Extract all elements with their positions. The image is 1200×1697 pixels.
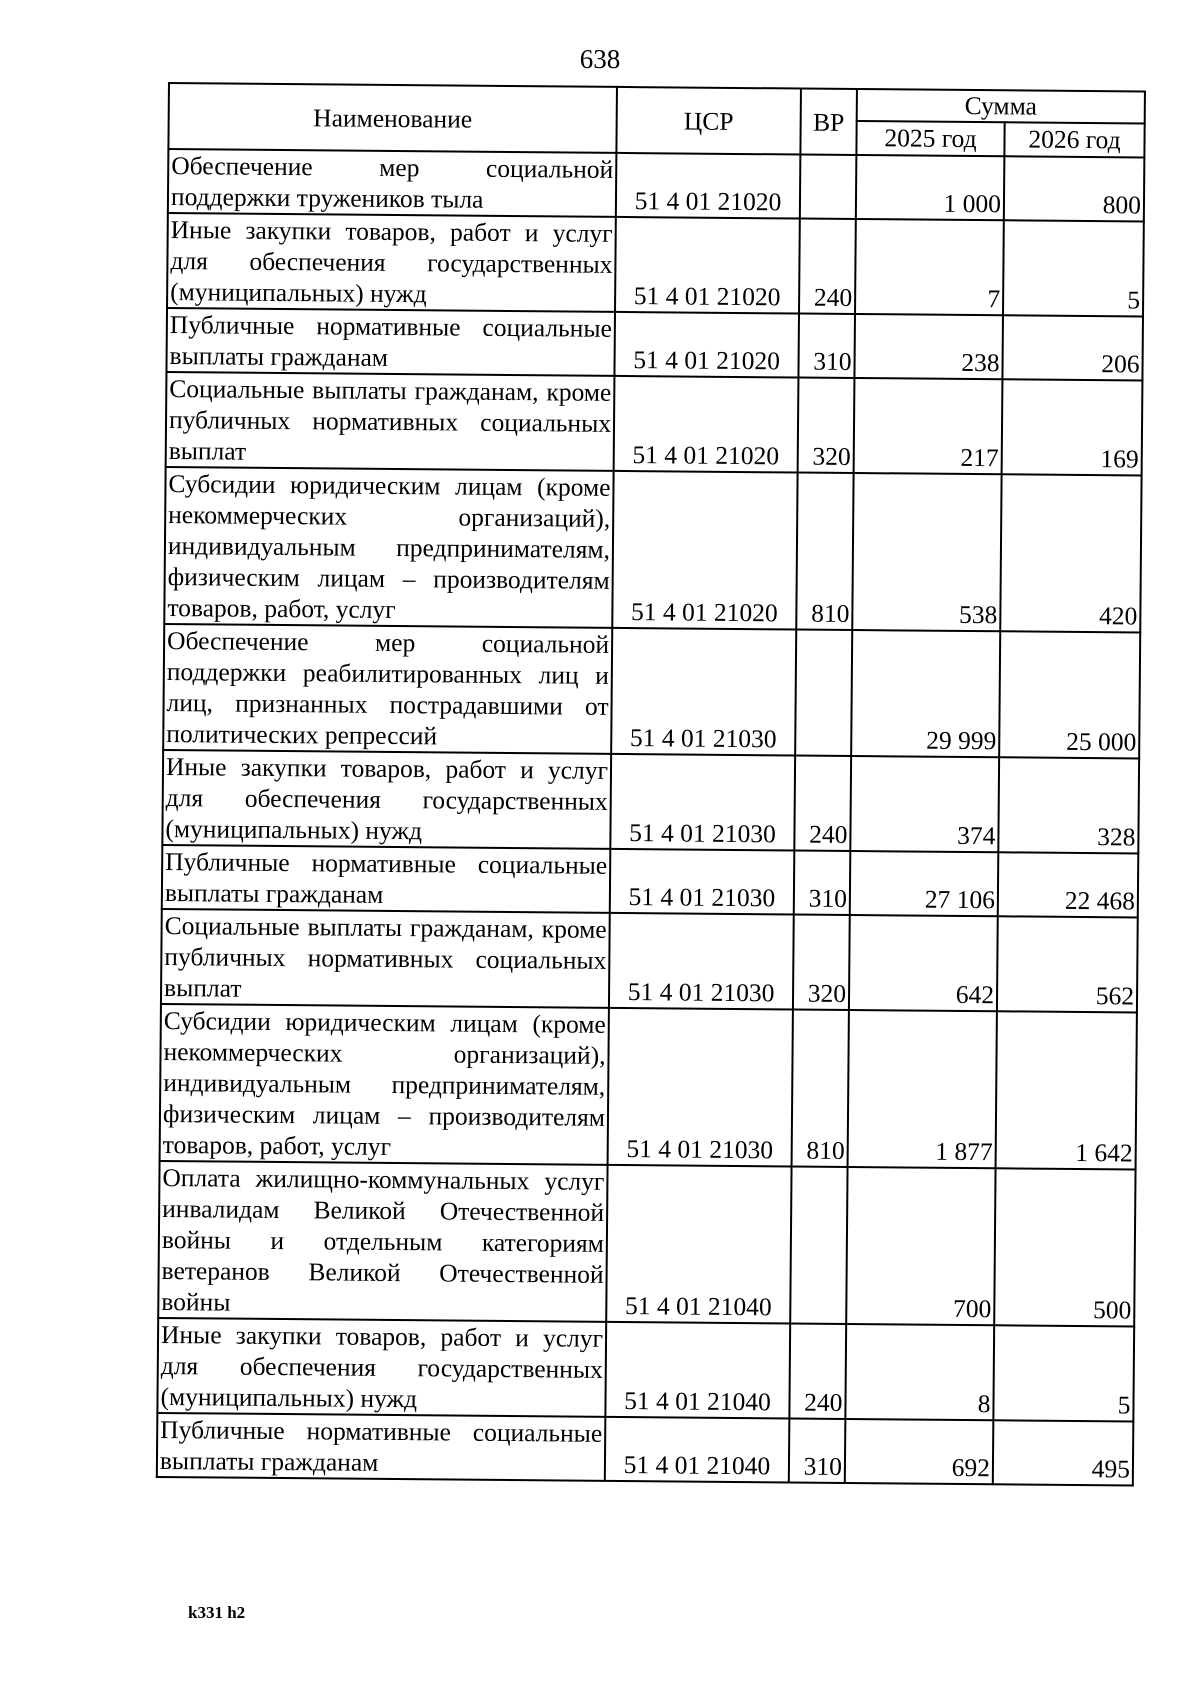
table-row (160, 1004, 1137, 1170)
header-year-2026: 2026 год (1004, 122, 1144, 157)
table-body (157, 149, 1145, 1485)
row-amount-2025-cell: 27 106 (850, 851, 999, 916)
row-name-cell: Обеспечение мер социальной поддержки реабилитированных лиц и лиц, признанных пострадавшими от политических репрессий (163, 624, 612, 754)
row-amount-2026-cell: 169 (1002, 379, 1143, 475)
row-amount-2026-cell: 328 (998, 757, 1139, 853)
row-amount-2025-cell: 238 (854, 314, 1003, 379)
row-amount-2026-cell: 800 (1004, 156, 1145, 221)
header-vr: ВР (800, 89, 857, 155)
row-amount-2025-cell: 700 (846, 1167, 995, 1325)
row-amount-2026-cell: 5 (993, 1325, 1134, 1421)
row-vr-cell: 320 (793, 914, 850, 1009)
row-name-cell: Субсидии юридическим лицам (кроме некоммерческих организаций), индивидуальным предпринимателям, физическим лицам – производителям товаров, работ, услуг (164, 467, 613, 628)
header-sum: Сумма (857, 89, 1145, 124)
row-amount-2026-cell: 500 (994, 1168, 1135, 1326)
footer-code: k331 h2 (188, 1603, 246, 1622)
row-amount-2026-cell: 562 (997, 916, 1138, 1012)
row-vr-cell: 320 (798, 378, 855, 473)
row-csr-cell: 51 4 01 21030 (608, 1008, 793, 1167)
row-name-cell: Публичные нормативные социальные выплаты гражданам (166, 308, 615, 376)
row-vr-cell: 810 (792, 1009, 849, 1166)
row-vr-cell (800, 155, 857, 219)
header-year-2025: 2025 год (856, 121, 1004, 156)
row-vr-cell: 240 (799, 219, 856, 314)
table-row (161, 909, 1138, 1013)
row-csr-cell: 51 4 01 21040 (606, 1165, 791, 1324)
row-vr-cell: 240 (789, 1323, 846, 1418)
row-amount-2025-cell: 374 (850, 756, 999, 852)
row-amount-2025-cell: 7 (855, 219, 1004, 315)
table-row (168, 149, 1145, 222)
row-csr-cell: 51 4 01 21030 (609, 913, 794, 1010)
row-csr-cell: 51 4 01 21040 (605, 1322, 790, 1419)
row-csr-cell: 51 4 01 21040 (605, 1417, 790, 1483)
row-csr-cell: 51 4 01 21020 (612, 471, 797, 630)
budget-table (156, 82, 1146, 1486)
row-csr-cell: 51 4 01 21030 (611, 628, 796, 756)
row-name-cell: Публичные нормативные социальные выплаты гражданам (162, 845, 611, 913)
row-amount-2025-cell: 8 (845, 1324, 994, 1420)
row-name-cell: Субсидии юридическим лицам (кроме некоммерческих организаций), индивидуальным предпринимателям, физическим лицам – производителям товаров, работ, услуг (160, 1004, 609, 1165)
page-number: 638 (579, 44, 621, 74)
row-csr-cell: 51 4 01 21030 (610, 849, 795, 915)
table-header (168, 83, 1145, 158)
table-row (166, 308, 1143, 381)
row-csr-cell: 51 4 01 21020 (615, 217, 800, 314)
row-amount-2025-cell: 1 877 (848, 1010, 997, 1168)
row-vr-cell: 310 (789, 1418, 846, 1482)
row-name-cell: Оплата жилищно-коммунальных услуг инвалидам Великой Отечественной войны и отдельным категориям ветеранов Великой Отечественной войны (158, 1161, 607, 1322)
row-csr-cell: 51 4 01 21030 (610, 754, 795, 851)
row-csr-cell: 51 4 01 21020 (614, 376, 799, 473)
row-amount-2026-cell: 5 (1003, 220, 1144, 316)
row-amount-2025-cell: 1 000 (856, 155, 1005, 220)
table-row (158, 1161, 1135, 1327)
row-vr-cell: 240 (794, 755, 851, 850)
row-amount-2026-cell: 25 000 (999, 631, 1140, 758)
table-row (166, 372, 1143, 476)
row-amount-2025-cell: 217 (854, 378, 1003, 474)
row-name-cell: Социальные выплаты гражданам, кроме публичных нормативных социальных выплат (161, 909, 610, 1008)
row-name-cell: Иные закупки товаров, работ и услуг для обеспечения государственных (муниципальных) нужд (162, 750, 611, 849)
row-amount-2026-cell: 206 (1002, 315, 1143, 380)
row-vr-cell: 310 (794, 850, 851, 914)
row-amount-2026-cell: 22 468 (998, 852, 1139, 917)
row-amount-2025-cell: 692 (845, 1419, 994, 1484)
row-csr-cell: 51 4 01 21020 (614, 312, 799, 378)
table-row (163, 624, 1140, 759)
row-name-cell: Иные закупки товаров, работ и услуг для обеспечения государственных (муниципальных) нужд (157, 1318, 606, 1417)
row-csr-cell: 51 4 01 21020 (616, 153, 801, 219)
row-amount-2026-cell: 420 (1000, 474, 1141, 632)
row-name-cell: Социальные выплаты гражданам, кроме публичных нормативных социальных выплат (166, 372, 615, 471)
header-csr: ЦСР (616, 87, 801, 155)
budget-table-container (156, 82, 1144, 1486)
row-vr-cell (790, 1166, 847, 1323)
table-row (162, 750, 1139, 854)
row-name-cell: Публичные нормативные социальные выплаты гражданам (157, 1413, 606, 1481)
table-row (157, 1318, 1134, 1422)
row-amount-2025-cell: 538 (852, 473, 1001, 631)
row-name-cell: Обеспечение мер социальной поддержки тружеников тыла (168, 149, 617, 217)
row-amount-2025-cell: 29 999 (851, 630, 1000, 757)
table-row (167, 213, 1144, 317)
row-vr-cell: 310 (798, 314, 855, 378)
row-name-cell: Иные закупки товаров, работ и услуг для обеспечения государственных (муниципальных) нужд (167, 213, 616, 312)
table-row (157, 1413, 1134, 1486)
table-row (162, 845, 1139, 918)
row-amount-2026-cell: 495 (993, 1420, 1134, 1485)
row-vr-cell: 810 (796, 473, 853, 630)
row-amount-2025-cell: 642 (849, 915, 998, 1011)
header-name: Наименование (168, 83, 617, 153)
row-vr-cell (795, 630, 852, 756)
table-row (164, 467, 1141, 633)
row-amount-2026-cell: 1 642 (996, 1011, 1137, 1169)
